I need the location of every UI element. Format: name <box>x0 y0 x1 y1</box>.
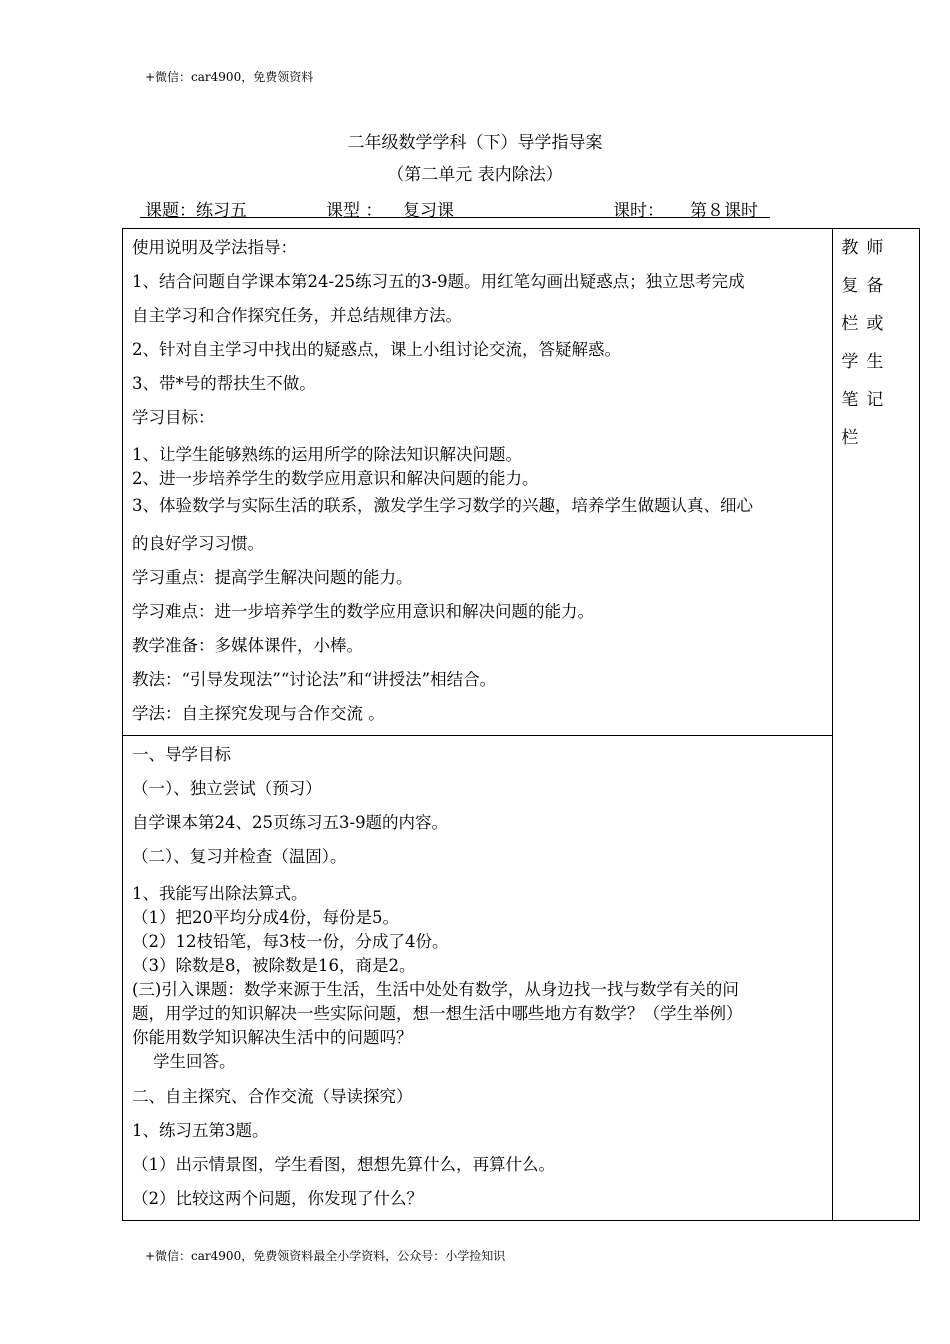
section-heading: 二、自主探究、合作交流（导读探究） <box>132 1087 413 1106</box>
text-line: （1）出示情景图，学生看图，想想先算什么，再算什么。 <box>132 1155 555 1174</box>
goal-line: 1、让学生能够熟练的运用所学的除法知识解决问题。 <box>132 445 522 464</box>
exercise-line: （1）把20平均分成4份，每份是5。 <box>132 908 399 927</box>
text-line: 学习目标： <box>132 408 215 427</box>
document-title: 二年级数学学科（下）导学指导案 <box>347 133 603 153</box>
text-line: 1、练习五第3题。 <box>132 1121 269 1140</box>
text-line: 自主学习和合作探究任务，并总结规律方法。 <box>132 306 462 325</box>
preparation: 教学准备：多媒体课件，小棒。 <box>132 636 363 655</box>
instructions-block <box>123 229 832 735</box>
header-note: +微信：car4900，免费领资料 <box>145 70 314 84</box>
text-line: 1、结合问题自学课本第24-25练习五的3-9题。用红笔勾画出疑惑点；独立思考完成 <box>132 272 745 291</box>
notes-column-label: 教师复备栏或学生笔记栏 <box>841 238 892 448</box>
notes-column-cell <box>833 229 920 1221</box>
meta-topic: 课题：练习五 <box>145 201 247 221</box>
text-line: 的良好学习习惯。 <box>132 534 264 553</box>
section-heading: 一、导学目标 <box>132 745 231 764</box>
intro-line: (三)引入课题：数学来源于生活，生活中处处有数学，从身边找一找与数学有关的问 <box>132 980 739 999</box>
text-line: （2）比较这两个问题，你发现了什么？ <box>132 1189 423 1208</box>
text-line: 2、针对自主学习中找出的疑惑点，课上小组讨论交流，答疑解惑。 <box>132 340 621 359</box>
meta-period-value: 第８课时 <box>690 201 758 221</box>
intro-line: 你能用数学知识解决生活中的问题吗？ <box>132 1028 413 1047</box>
meta-period-label: 课时： <box>613 201 664 221</box>
meta-underline <box>140 217 770 218</box>
intro-line: 题，用学过的知识解决一些实际问题，想一想生活中哪些地方有数学？（学生举例） <box>132 1004 743 1023</box>
difficult-point: 学习难点：进一步培养学生的数学应用意识和解决问题的能力。 <box>132 602 594 621</box>
meta-type-value: 复习课 <box>403 201 454 221</box>
text-line: 使用说明及学法指导： <box>132 238 297 257</box>
goal-line: 3、体验数学与实际生活的联系，激发学生学习数学的兴趣，培养学生做题认真、细心 <box>132 496 753 515</box>
text-line: 自学课本第24、25页练习五3-9题的内容。 <box>132 813 449 832</box>
learning-method: 学法：自主探究发现与合作交流 。 <box>132 704 385 723</box>
guided-learning-block <box>123 736 832 1220</box>
text-line: （二）、复习并检查（温固）。 <box>132 847 347 866</box>
document-subtitle: （第二单元 表内除法） <box>387 165 563 185</box>
text-line: （一）、独立尝试（预习） <box>132 779 322 798</box>
exercise-line: （2）12枝铅笔，每3枝一份，分成了4份。 <box>132 932 449 951</box>
instructions-cell <box>123 229 833 736</box>
student-answer: 学生回答。 <box>132 1052 236 1071</box>
meta-type-label: 课型 ： <box>326 201 383 221</box>
key-point: 学习重点：提高学生解决问题的能力。 <box>132 568 413 587</box>
exercise-line: 1、我能写出除法算式。 <box>132 884 308 903</box>
lesson-table <box>122 228 920 1221</box>
text-line: 3、带*号的帮扶生不做。 <box>132 374 316 393</box>
guided-learning-cell <box>123 736 833 1221</box>
footer-note: +微信：car4900，免费领资料最全小学资料，公众号：小学捡知识 <box>145 1249 506 1263</box>
teaching-method: 教法：“引导发现法”“讨论法”和“讲授法”相结合。 <box>132 670 497 689</box>
exercise-line: （3）除数是8，被除数是16，商是2。 <box>132 956 416 975</box>
goal-line: 2、进一步培养学生的数学应用意识和解决问题的能力。 <box>132 469 539 488</box>
